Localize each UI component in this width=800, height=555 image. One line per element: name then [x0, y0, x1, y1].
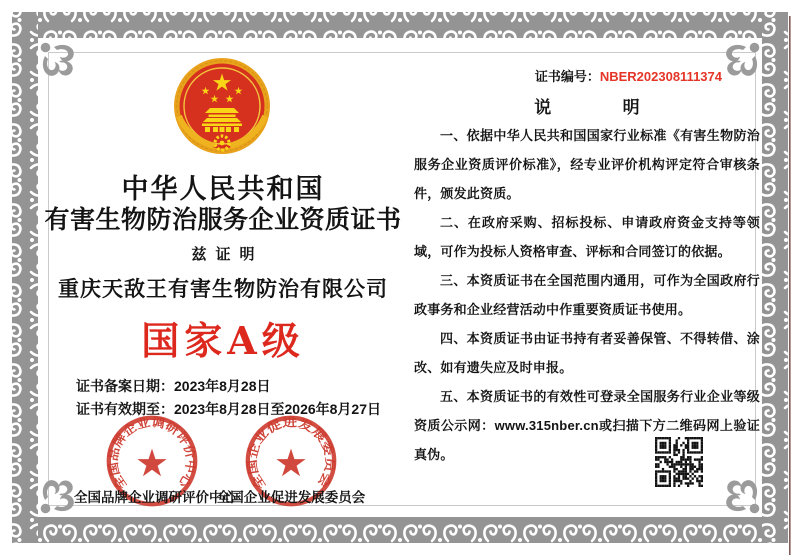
- corner-ornament: [726, 43, 759, 76]
- certificate-number-row: [414, 66, 722, 85]
- certificate-number-value: NBER202308111374: [599, 69, 722, 84]
- valid-until-value: 2023年8月28日至2026年8月27日: [174, 401, 382, 417]
- svg-text:全国品牌企业调研评价中心: 全国品牌企业调研评价中心: [105, 415, 199, 492]
- star-icon: [137, 449, 166, 477]
- certify-text: 兹证明: [191, 246, 264, 263]
- edge-shadow-line: [789, 16, 791, 555]
- tiananmen-icon: [202, 108, 242, 132]
- filing-date-row: [76, 375, 381, 398]
- certificate-number-label: 证书编号：: [534, 69, 600, 84]
- certificate-title: 有害生物防治服务企业资质证书: [44, 206, 402, 234]
- svg-text:全国企业促进发展委员会: 全国企业促进发展委员会: [245, 415, 338, 492]
- filing-date-label: 证书备案日期：: [76, 378, 174, 394]
- corner-ornament: [726, 480, 759, 513]
- company-name: 重庆天敌王有害生物防治有限公司: [58, 278, 388, 301]
- instructions-body: [414, 121, 760, 469]
- qr-code: [655, 437, 703, 485]
- instruction-paragraph: 五、本资质证书的有效性可登录全国服务行业企业等级资质公示网：www.315nber.cn或扫描下方二维码网上验证真伪。: [414, 389, 760, 462]
- star-icon: [276, 449, 305, 477]
- valid-until-label: 证书有效期至：: [76, 401, 174, 417]
- instructions-heading: [414, 93, 760, 118]
- grade-level: 国家A级: [141, 318, 305, 363]
- instructions-heading-text: 说明: [534, 98, 712, 117]
- instruction-paragraph: 一、依据中华人民共和国国家行业标准《有害生物防治服务企业资质评价标准》，经专业评价机构评定符合审核条件，颁发此资质。: [414, 128, 760, 201]
- corner-ornament: [41, 43, 74, 76]
- seal-caption-right: 全国企业促进发展委员会: [216, 490, 366, 505]
- country-title: 中华人民共和国: [121, 174, 325, 204]
- instruction-paragraph: 三、本资质证书在全国范围内通用，可作为全国政府行政事务和企业经营活动中作重要资质证书使用。: [414, 273, 760, 317]
- certify-label: [40, 243, 406, 264]
- instruction-paragraph: 二、在政府采购、招标投标、申请政府资金支持等领域，可作为投标人资格审查、评标和合同签订的依据。: [414, 215, 760, 259]
- filing-date-value: 2023年8月28日: [174, 378, 271, 394]
- seal-caption-left: 全国品牌企业调研评价中心: [74, 490, 236, 505]
- national-emblem-icon: [172, 56, 272, 160]
- instruction-paragraph: 四、本资质证书由证书持有者妥善保管、不得转借、涂改、如有遗失应及时申报。: [414, 331, 760, 375]
